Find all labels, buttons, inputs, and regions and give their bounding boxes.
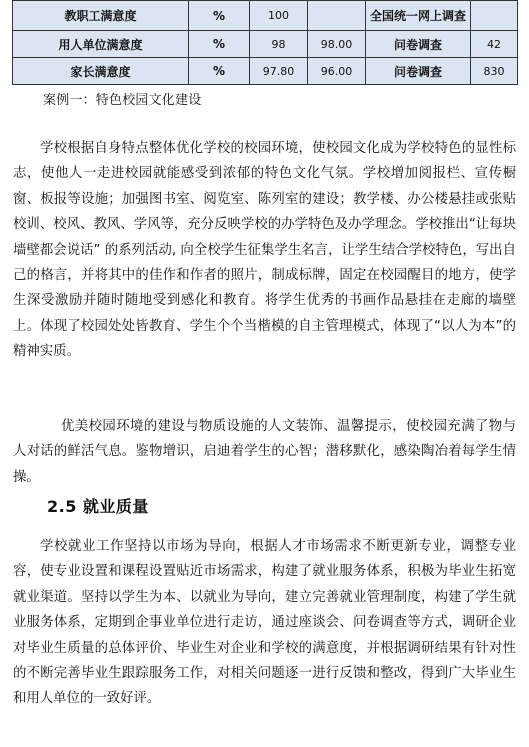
table-cell-unit: % xyxy=(189,58,250,85)
table-cell-method: 全国统一网上调查 xyxy=(366,1,471,31)
table-cell-value: 96.00 xyxy=(308,58,366,85)
table-cell-unit: % xyxy=(189,31,250,58)
table-cell-value: 98.00 xyxy=(308,31,366,58)
table-cell-count: 830 xyxy=(471,58,518,85)
case-caption: 案例一：特色校园文化建设 xyxy=(43,93,202,108)
table-cell-item: 家长满意度 xyxy=(13,58,189,85)
paragraph-campus-environment: 优美校园环境的建设与物质设施的人文装饰、温馨提示，使校园充满了物与人对话的鲜活气息。鉴物增识，启迪着学生的心智；潜移默化，感染陶冶着每学生情操。 xyxy=(13,419,516,485)
table-cell-item: 教职工满意度 xyxy=(13,1,189,31)
section-heading: 2.5 就业质量 xyxy=(47,497,149,516)
paragraph-campus-culture: 学校根据自身特点整体优化学校的校园环境，使校园文化成为学校特色的显性标志，使他人一走进校园就能感受到浓郁的特色文化气氛。学校增加阅报栏、宣传橱窗、板报等设施；加强图书室、阅览室、陈列室的建设；教学楼、办公楼悬挂或张贴校训、校风、教风、学风等，充分反映学校的办学特色及办学理念。学校推出“让每块墙壁都会说话” 的系列活动, 向全校学生征集学生名言，让学生结合学校特色，写出自己的格言，并将其中的佳作和作者的照片，制成标牌，固定在校园醒目的地方，使学生深受激励并随时随地受到感化和教育。将学生优秀的书画作品悬挂在走廊的墙壁上。体现了校园处处皆教育、学生个个当楷模的自主管理模式，体现了“以人为本”的精神实质。 xyxy=(13,141,516,360)
table-row xyxy=(13,58,518,85)
table-cell-method: 问卷调查 xyxy=(366,58,471,85)
table-row xyxy=(13,1,518,31)
paragraph-employment-quality: 学校就业工作坚持以市场为导向，根据人才市场需求不断更新专业，调整专业容，使专业设置和课程设置贴近市场需求，构建了就业服务体系，积极为毕业生拓宽就业渠道。坚持以学生为本、以就业为导向，建立完善就业管理制度，构建了学生就业服务体系，定期到企事业单位进行走访，通过座谈会、问卷调查等方式，调研企业对毕业生质量的总体评价、毕业生对企业和学校的满意度，并根据调研结果有针对性的不断完善毕业生跟踪服务工作，对相关问题逐一进行反馈和整改，得到广大毕业生和用人单位的一致好评。 xyxy=(13,539,516,707)
table-cell-count: 42 xyxy=(471,31,518,58)
table-cell-item: 用人单位满意度 xyxy=(13,31,189,58)
table-cell-value: 98 xyxy=(250,31,308,58)
table-cell-value: 97.80 xyxy=(250,58,308,85)
table-cell-count xyxy=(471,1,518,31)
table-cell-method: 问卷调查 xyxy=(366,31,471,58)
satisfaction-table xyxy=(12,0,518,85)
table-row xyxy=(13,31,518,58)
table-cell-unit: % xyxy=(189,1,250,31)
table-cell-value xyxy=(308,1,366,31)
table-cell-value: 100 xyxy=(250,1,308,31)
